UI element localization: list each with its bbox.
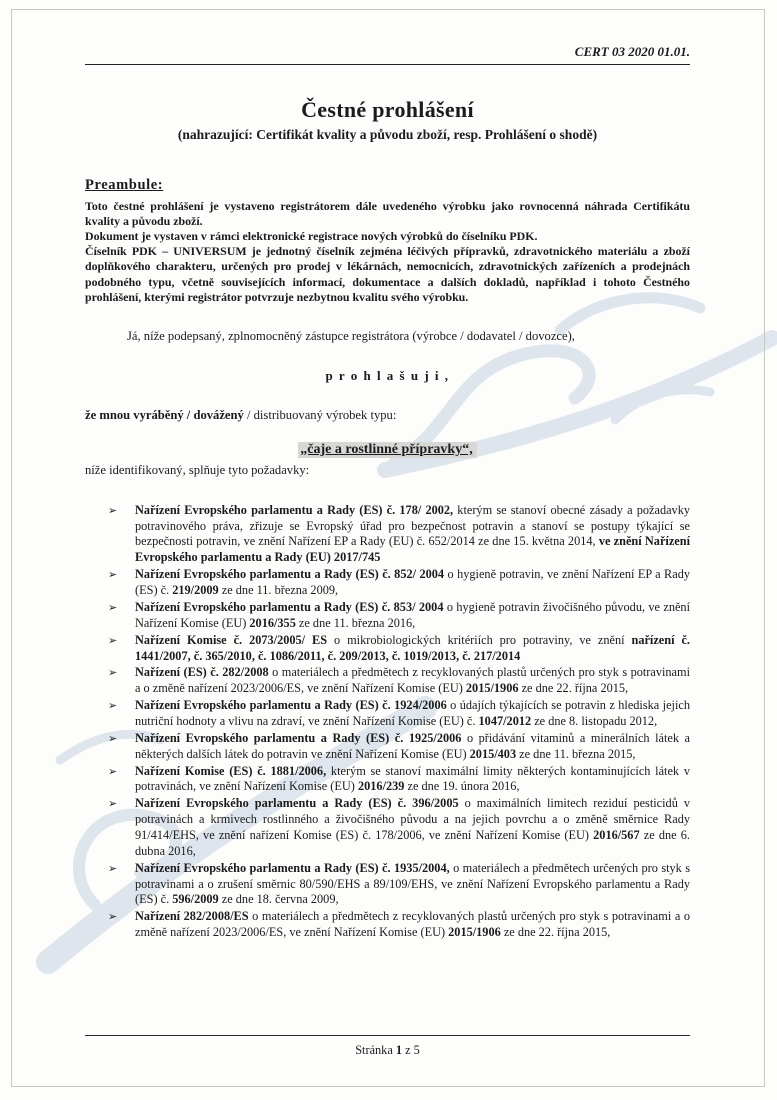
bold-text-run: 1047/2012 — [478, 713, 532, 728]
arrow-bullet-icon: ➢ — [108, 861, 118, 875]
text-run: ze dne 19. února 2016, — [404, 779, 520, 794]
arrow-bullet-icon: ➢ — [108, 731, 118, 745]
text-run: o materiálech a předmětech z recyklovaných plastů určených pro styk s potravinami a o změně nařízení 2023/2006/ES, ve znění Nařízení Komise (EU) — [135, 665, 690, 696]
text-run: ze dne 18. června 2009, — [218, 892, 339, 907]
page-number — [85, 1043, 690, 1058]
requirement-text — [135, 796, 690, 858]
text-run: 5 — [413, 1043, 420, 1057]
requirement-text — [135, 600, 690, 630]
requirement-item — [85, 633, 690, 665]
requirement-item — [85, 503, 690, 566]
document-subtitle: (nahrazující: Certifikát kvality a původu zboží, resp. Prohlášení o shodě) — [177, 127, 598, 142]
text-run: o přidávání vitaminů a minerálních látek a některých dalších látek do potravin ve znění Nařízení Komise (EU) — [135, 730, 690, 761]
requirement-text — [135, 861, 690, 907]
requirement-text — [135, 698, 690, 728]
requirement-item — [85, 665, 690, 697]
bold-text-run: ve znění Nařízení Evropského parlamentu a Rady (EU) 2017/745 — [135, 534, 690, 565]
bold-text-run: 2015/1906 — [448, 925, 501, 940]
requirement-text — [135, 633, 690, 663]
footer-rule — [85, 1035, 690, 1036]
requirement-item — [85, 764, 690, 796]
text-run: ze dne 22. října 2015, — [518, 681, 629, 696]
text-run: o mikrobiologických kritériích pro potraviny, ve znění — [327, 632, 632, 647]
product-type-highlight: „čaje a rostlinné přípravky“, — [298, 442, 476, 458]
arrow-bullet-icon: ➢ — [108, 666, 118, 680]
preamble-paragraph: Číselník PDK – UNIVERSUM je jednotný číselník zejména léčivých přípravků, zdravotnického materiálu a zboží doplňkového charakteru, určených pro prodej v lékárnách, nemocnicích, zdravotnických zařízeních a prodejnách podobného typu, včetně souvisejících informací, dokumentace a dalších dokladů, například i tohoto Čestného prohlášení, kterými registrátor potvrzuje nezbytnou kvalitu svého výrobku. — [85, 244, 690, 304]
text-run: o hygieně potravin, ve znění Nařízení EP a Rady (ES) č. — [135, 567, 691, 598]
document-body — [85, 44, 690, 942]
text-run: ze dne 8. listopadu 2012, — [531, 713, 658, 728]
text-run: ze dne 11. března 2015, — [516, 746, 636, 761]
document-ref-code: CERT 03 2020 01.01. — [85, 44, 690, 65]
text-run: ze dne 22. října 2015, — [500, 925, 611, 940]
preamble-paragraphs — [85, 199, 690, 305]
bold-text-run: 2016/567 — [593, 827, 640, 842]
product-intro-line — [85, 408, 690, 423]
document-title: Čestné prohlášení — [301, 97, 474, 122]
text-run: z — [402, 1043, 414, 1057]
arrow-bullet-icon: ➢ — [108, 600, 118, 614]
bold-text-run: 2015/1906 — [465, 681, 519, 696]
bold-text-run: Nařízení (ES) č. 282/2008 — [135, 665, 269, 680]
bold-text-run: Nařízení 282/2008/ES — [135, 909, 249, 924]
bold-text-run: Nařízení Evropského parlamentu a Rady (ES) č. 853/ 2004 — [135, 599, 444, 614]
bold-text-run: Nařízení Evropského parlamentu a Rady (ES) č. 178/ 2002, — [135, 502, 454, 517]
text-run: ze dne 11. března 2016, — [295, 615, 416, 630]
text-run: o hygieně potravin živočišného původu, ve znění Nařízení Komise (EU) — [135, 599, 690, 630]
bold-text-run: Nařízení Evropského parlamentu a Rady (ES) č. 396/2005 — [135, 796, 459, 811]
arrow-bullet-icon: ➢ — [108, 503, 118, 517]
text-run: ze dne 11. března 2009, — [218, 583, 339, 598]
product-type-line — [85, 440, 690, 458]
requirement-item — [85, 861, 690, 909]
requirement-item — [85, 600, 690, 632]
preamble-heading: Preambule: — [85, 177, 164, 193]
preamble-paragraph: Toto čestné prohlášení je vystaveno registrátorem dále uvedeného výrobku jako rovnocenná náhrada Certifikátu kvality a původu zboží. — [85, 199, 690, 229]
bold-text-run: Nařízení Evropského parlamentu a Rady (ES) č. 1935/2004, — [135, 860, 450, 875]
arrow-bullet-icon: ➢ — [108, 699, 118, 713]
preamble-paragraph: Dokument je vystaven v rámci elektronické registrace nových výrobků do číselníku PDK. — [85, 229, 538, 244]
arrow-bullet-icon: ➢ — [108, 797, 118, 811]
bold-text-run: 2015/403 — [469, 746, 517, 761]
requirement-text — [135, 567, 690, 597]
requirement-text — [135, 503, 690, 565]
requirement-item — [85, 731, 690, 763]
bold-text-run: nařízení č. 1441/2007, č. 365/2010, č. 1086/2011, č. 209/2013, č. 1019/2013, č. 217/2014 — [135, 632, 690, 663]
text-run: Stránka — [355, 1043, 396, 1057]
product-follow-line: níže identifikovaný, splňuje tyto požadavky: — [85, 462, 310, 477]
bold-text-run: 219/2009 — [172, 583, 219, 598]
text-run: ze dne 6. dubna 2016, — [135, 827, 691, 858]
text-run: o maximálních limitech reziduí pesticidů v potravinách a krmivech rostlinného a živočišného původu a na jejich povrchu a o změně směrnice Rady 91/414/EHS, ve znění nařízení Komise (ES) č. 178/2006, ve znění Nařízení Komise (EU) — [135, 796, 691, 842]
arrow-bullet-icon: ➢ — [108, 568, 118, 582]
arrow-bullet-icon: ➢ — [108, 764, 118, 778]
bold-text-run: že mnou vyráběný / dovážený — [85, 407, 244, 422]
bold-text-run: Nařízení Komise (ES) č. 1881/2006, — [135, 763, 327, 778]
text-run: kterým se stanoví obecné zásady a požadavky potravinového práva, zřizuje se Evropský úřad pro bezpečnost potravin a stanoví se postupy týkající se bezpečnosti potravin, ve znění Nařízení EP a Rady (EU) č. 652/2014 ze dne 15. května 2014, — [135, 502, 690, 549]
requirement-item — [85, 909, 690, 941]
text-run: o materiálech a předmětech určených pro styk s potravinami a o zrušení směrnic 80/590/EHS a 89/109/EHS, ve znění Nařízení Evropského parlamentu a Rady (ES) č. — [135, 860, 691, 907]
declaration-word: p r o h l a š u j i , — [325, 367, 450, 383]
requirement-item — [85, 698, 690, 730]
text-run: o materiálech a předmětech z recyklovaných plastů určených pro styk s potravinami a o změně nařízení 2023/2006/ES, ve znění Nařízení Komise (EU) — [135, 909, 691, 940]
bold-text-run: Nařízení Evropského parlamentu a Rady (ES) č. 1925/2006 — [135, 730, 462, 745]
bold-text-run: Nařízení Evropského parlamentu a Rady (ES) č. 852/ 2004 — [135, 567, 445, 582]
bold-text-run: 596/2009 — [172, 892, 219, 907]
requirement-text — [135, 909, 690, 939]
requirement-text — [135, 665, 690, 695]
text-run: o údajích týkajících se potravin z hlediska jejich nutriční hodnoty a vlivu na zdraví, ve znění Nařízení Komise (EU) č. — [135, 698, 690, 728]
bold-text-run: 2016/355 — [249, 615, 296, 630]
bold-text-run: 2016/239 — [357, 779, 405, 794]
requirement-item — [85, 567, 690, 599]
bold-text-run: Nařízení Evropského parlamentu a Rady (ES) č. 1924/2006 — [135, 698, 447, 713]
arrow-bullet-icon: ➢ — [108, 633, 118, 647]
declarant-line: Já, níže podepsaný, zplnomocněný zástupce registrátora (výrobce / dodavatel / dovozce), — [127, 328, 575, 343]
bold-text-run: 1 — [395, 1043, 403, 1057]
requirements-list — [85, 503, 690, 941]
text-run: / distribuovaný výrobek typu: — [243, 407, 397, 422]
bold-text-run: Nařízení Komise č. 2073/2005/ ES — [135, 632, 328, 647]
requirement-text — [135, 764, 690, 794]
requirement-text — [135, 731, 690, 761]
arrow-bullet-icon: ➢ — [108, 910, 118, 924]
text-run: kterým se stanoví maximální limity některých kontaminujících látek v potravinách, ve znění Nařízení Komise (EU) — [135, 763, 690, 794]
requirement-item — [85, 796, 690, 859]
